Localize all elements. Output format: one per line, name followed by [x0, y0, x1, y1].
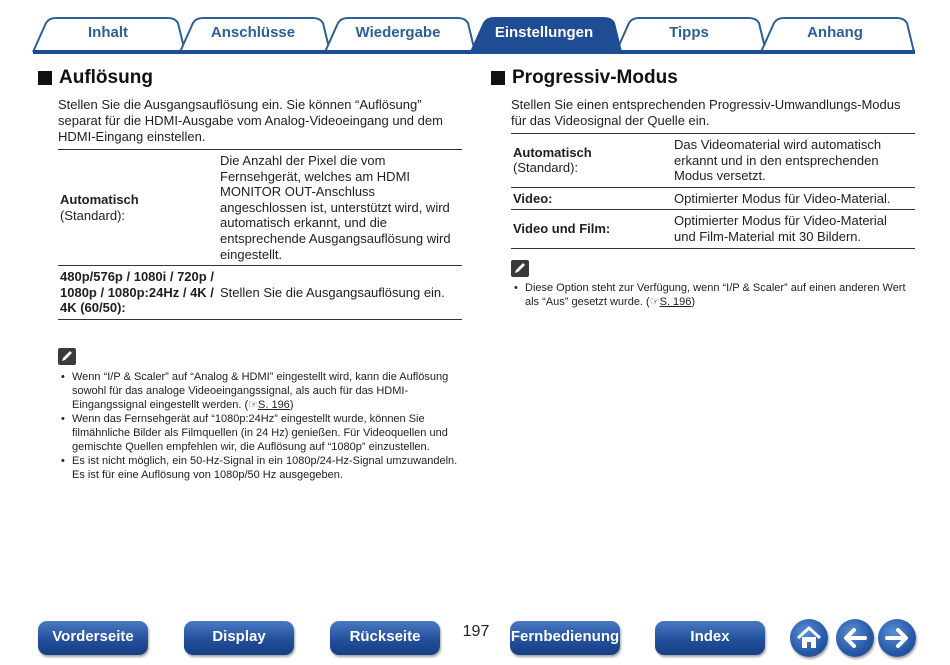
section-title-aufloesung [38, 67, 153, 89]
intro-paragraph: Stellen Sie die Ausgangsauflösung ein. Sie können “Auflösung” separat für die HDMI-Ausgabe vom Analog-Videoeingang und dem HDMI-Eingang einstellen. [58, 97, 443, 144]
tab-bar [0, 0, 950, 56]
table-key-cell [511, 134, 672, 188]
list-item: • Diese Option steht zur Verfügung, wenn “I/P & Scaler” auf einen anderen Wert als “Aus” gesetzt wurde. (☞S. 196) [513, 281, 915, 309]
note-text: Wenn “I/P & Scaler” auf “Analog & HDMI” eingestellt wird, kann die Auflösung sowohl für das analoge Videoeingangssignal, als auch für das HDMI-Eingangssignal eingestellt werden. [72, 371, 449, 411]
section-title-text: Auflösung [59, 67, 153, 88]
home-icon [790, 619, 828, 657]
note-text: Wenn das Fernsehgerät auf “1080p:24Hz” eingestellt wurde, können Sie filmähnliche Bilder als Filmquellen (in 24 Hz) genießen. Für Videoquellen und gemischte Quellen empfehlen wir, die Auflösung auf “1080p” einzustellen. [72, 413, 448, 453]
row-desc: Optimierter Modus für Video-Material. [674, 190, 891, 206]
page-reference-link[interactable]: S. 196 [659, 296, 692, 308]
home-button[interactable] [790, 619, 828, 657]
section-title-progressiv [491, 67, 678, 89]
row-key: 480p/576p / 1080i / 720p / 1080p / 1080p:24Hz / 4K / 4K (60/50): [60, 269, 214, 316]
note-text: Es ist nicht möglich, ein 50-Hz-Signal in ein 1080p/24-Hz-Signal umzuwandeln. Es ist für eine Auflösung von 1080p/50 Hz ausgegeben. [72, 455, 458, 481]
row-key: Automatisch [513, 144, 592, 160]
list-item [60, 454, 460, 482]
list-item [60, 412, 460, 454]
table-row [58, 150, 462, 266]
table-row [511, 134, 915, 188]
forward-button[interactable] [878, 619, 916, 657]
vorderseite-button[interactable]: Vorderseite [38, 621, 148, 655]
arrow-left-icon [836, 619, 874, 657]
row-desc: Stellen Sie die Ausgangsauflösung ein. [220, 284, 445, 300]
tab-inhalt[interactable]: Inhalt [88, 24, 128, 41]
heading-square-icon [491, 71, 505, 85]
row-desc: Die Anzahl der Pixel die vom Fernsehgerät, welches am HDMI MONITOR OUT-Anschluss angeschlossen ist, unterstützt wird, wird automatisch erkannt, und die entsprechende Ausgangsauflösung wird eingestellt. [220, 153, 451, 262]
tab-anschluesse[interactable]: Anschlüsse [210, 24, 296, 41]
tab-anhang[interactable]: Anhang [807, 24, 863, 41]
tab-einstellungen[interactable]: Einstellungen [494, 24, 594, 41]
fernbedienung-button[interactable]: Fernbedienung [510, 621, 620, 655]
row-key: Automatisch [60, 191, 139, 207]
row-sub: (Standard): [60, 207, 126, 223]
list-item: • Wenn “I/P & Scaler” auf “Analog & HDMI” eingestellt wird, kann die Auflösung sowohl für das analoge Videoeingangssignal, als auch für das HDMI-Eingangssignal eingestellt werden. (☞S. 196) [60, 370, 460, 412]
progressive-table [511, 133, 915, 249]
reference-icon: ☞ [248, 399, 258, 411]
reference-icon: ☞ [649, 296, 660, 308]
row-desc: Das Videomaterial wird automatisch erkannt und in den entsprechenden Modus versetzt. [674, 137, 882, 184]
rueckseite-button[interactable]: Rückseite [330, 621, 440, 655]
arrow-right-icon [878, 619, 916, 657]
table-row [511, 210, 915, 248]
back-button[interactable] [836, 619, 874, 657]
row-desc: Optimierter Modus für Video-Material und Film-Material mit 30 Bildern. [674, 213, 887, 244]
left-notes-list [60, 370, 460, 482]
pencil-note-icon [58, 348, 76, 365]
section-title-text: Progressiv-Modus [512, 67, 678, 88]
table-key-cell [58, 150, 218, 266]
index-button[interactable]: Index [655, 621, 765, 655]
row-key: Video: [513, 190, 553, 206]
note-text: Diese Option steht zur Verfügung, wenn “I/P & Scaler” auf einen anderen Wert als “Aus” gesetzt wurde. [525, 282, 906, 308]
tab-tipps[interactable]: Tipps [669, 24, 709, 41]
table-row [58, 266, 462, 320]
table-row [511, 187, 915, 210]
heading-square-icon [38, 71, 52, 85]
row-sub: (Standard): [513, 160, 579, 176]
pencil-note-icon [511, 260, 529, 277]
row-key: Video und Film: [513, 221, 611, 237]
resolution-table [58, 149, 462, 320]
right-notes-list [513, 281, 915, 309]
page-reference-link[interactable]: S. 196 [258, 399, 290, 411]
intro-paragraph: Stellen Sie einen entsprechenden Progressiv-Umwandlungs-Modus für das Videosignal der Quelle ein. [511, 97, 901, 128]
tab-wiedergabe[interactable]: Wiedergabe [355, 24, 441, 41]
display-button[interactable]: Display [184, 621, 294, 655]
page-number: 197 [462, 623, 490, 640]
